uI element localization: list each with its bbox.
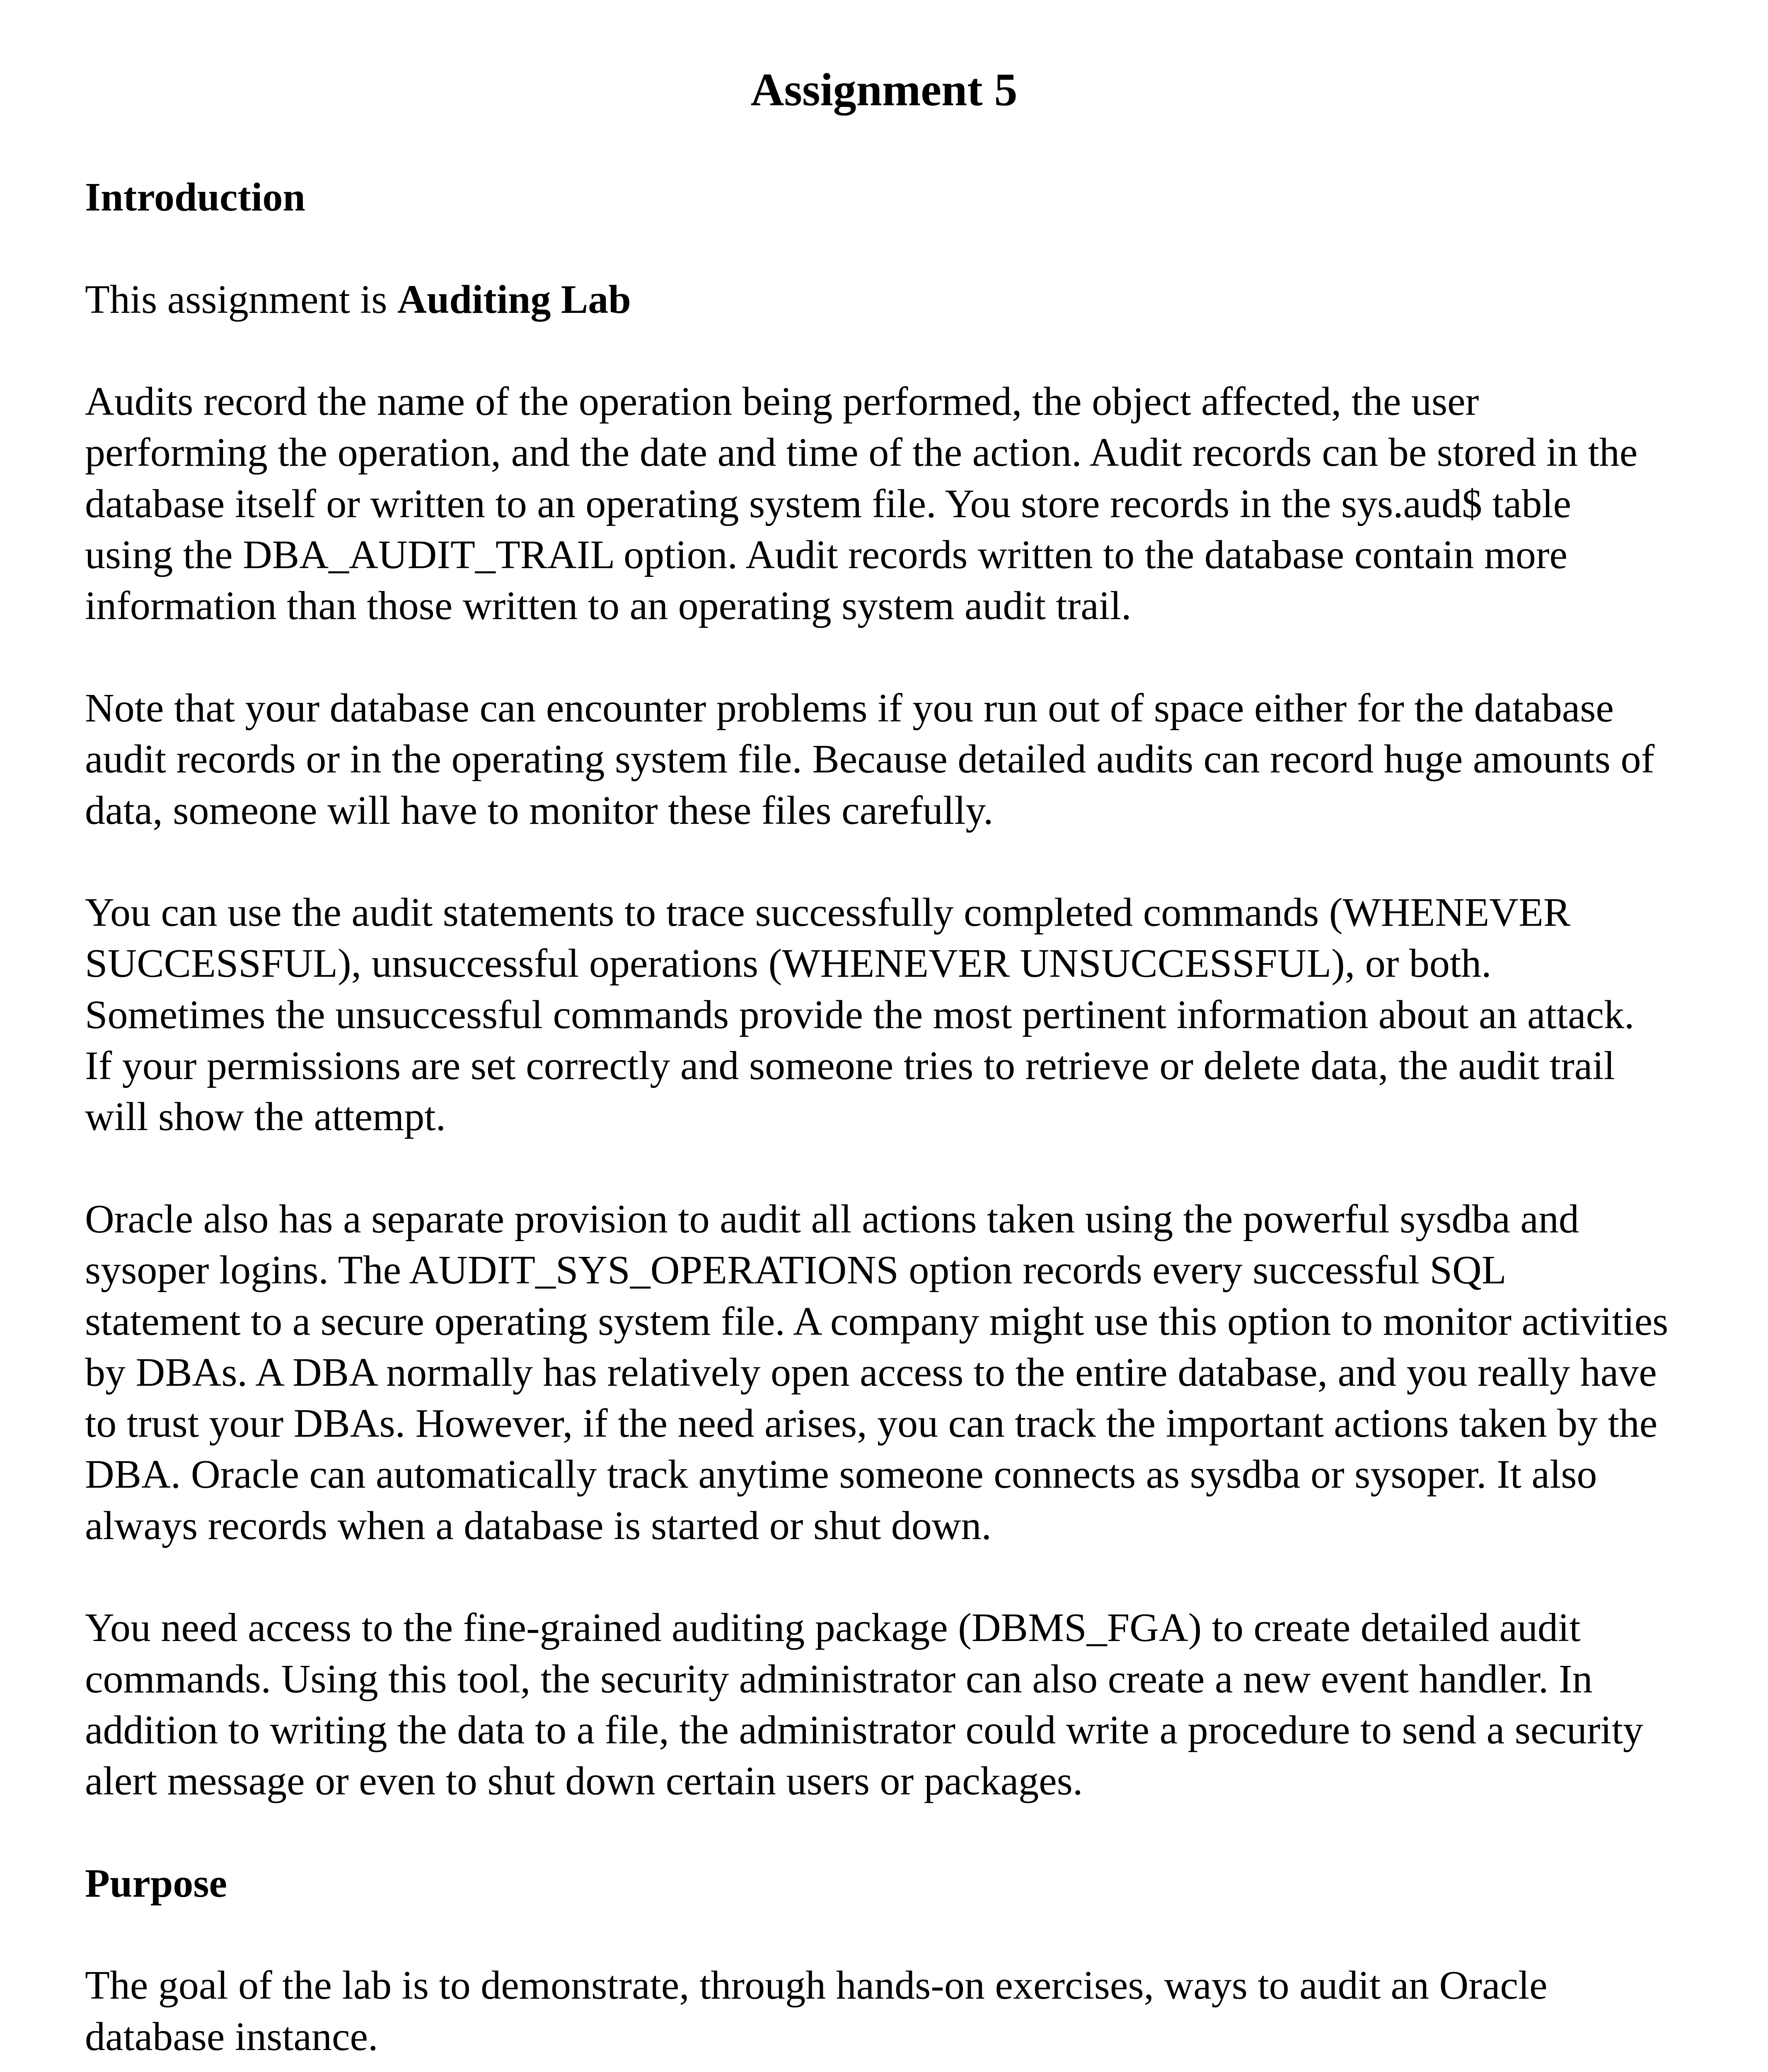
lead-bold: Auditing Lab bbox=[397, 277, 631, 322]
paragraph-line: will show the attempt. bbox=[85, 1094, 446, 1140]
paragraph-line: database instance. bbox=[85, 2014, 378, 2059]
paragraph-line: addition to writing the data to a file, the administrator could write a procedure to send a security bbox=[85, 1707, 1643, 1752]
paragraph-line: Sometimes the unsuccessful commands provide the most pertinent information about an attack. bbox=[85, 992, 1635, 1037]
purpose-paragraph bbox=[85, 1960, 1768, 2062]
paragraph-line: sysoper logins. The AUDIT_SYS_OPERATIONS option records every successful SQL bbox=[85, 1248, 1507, 1293]
paragraph-line: statement to a secure operating system file. A company might use this option to monitor activities bbox=[85, 1299, 1669, 1344]
paragraph-line: to trust your DBAs. However, if the need arises, you can track the important actions taken by the bbox=[85, 1401, 1658, 1446]
page-title: Assignment 5 bbox=[750, 64, 1018, 116]
paragraph-line: data, someone will have to monitor these files carefully. bbox=[85, 788, 994, 833]
introduction-paragraphs bbox=[85, 376, 1768, 1858]
paragraph-line: commands. Using this tool, the security administrator can also create a new event handler. In bbox=[85, 1656, 1593, 1702]
paragraph-line: DBA. Oracle can automatically track anytime someone connects as sysdba or sysoper. It also bbox=[85, 1452, 1597, 1497]
assignment-lead bbox=[85, 274, 1768, 325]
paragraph-line: using the DBA_AUDIT_TRAIL option. Audit records written to the database contain more bbox=[85, 533, 1568, 578]
paragraph-line: information than those written to an operating system audit trail. bbox=[85, 583, 1132, 629]
paragraph-line: SUCCESSFUL), unsuccessful operations (WHENEVER UNSUCCESSFUL), or both. bbox=[85, 941, 1492, 986]
paragraph-line: alert message or even to shut down certain users or packages. bbox=[85, 1759, 1083, 1804]
paragraph-line: If your permissions are set correctly and someone tries to retrieve or delete data, the audit trail bbox=[85, 1043, 1615, 1089]
purpose-heading: Purpose bbox=[85, 1861, 227, 1906]
paragraph-line: Note that your database can encounter problems if you run out of space either for the database bbox=[85, 685, 1614, 731]
paragraph bbox=[85, 1602, 1768, 1858]
paragraph-line: The goal of the lab is to demonstrate, through hands-on exercises, ways to audit an Oracle bbox=[85, 1963, 1548, 2008]
paragraph bbox=[85, 683, 1768, 887]
paragraph-line: database itself or written to an operating system file. You store records in the sys.aud$ table bbox=[85, 481, 1572, 526]
paragraph-line: performing the operation, and the date and time of the action. Audit records can be stored in the bbox=[85, 430, 1638, 475]
paragraph-line: audit records or in the operating system file. Because detailed audits can record huge amounts of bbox=[85, 737, 1655, 782]
paragraph-line: You need access to the fine-grained auditing package (DBMS_FGA) to create detailed audit bbox=[85, 1605, 1581, 1651]
document-body bbox=[85, 172, 1768, 2062]
paragraph-line: You can use the audit statements to trace successfully completed commands (WHENEVER bbox=[85, 890, 1571, 935]
paragraph bbox=[85, 1194, 1768, 1602]
lead-prefix: This assignment is bbox=[85, 277, 398, 322]
paragraph-line: by DBAs. A DBA normally has relatively open access to the entire database, and you really have bbox=[85, 1350, 1657, 1395]
introduction-heading: Introduction bbox=[85, 175, 305, 220]
paragraph bbox=[85, 887, 1768, 1194]
paragraph-line: Audits record the name of the operation being performed, the object affected, the user bbox=[85, 379, 1479, 424]
paragraph bbox=[85, 376, 1768, 683]
paragraph-line: Oracle also has a separate provision to audit all actions taken using the powerful sysdba and bbox=[85, 1196, 1579, 1242]
paragraph-line: always records when a database is started or shut down. bbox=[85, 1503, 992, 1548]
